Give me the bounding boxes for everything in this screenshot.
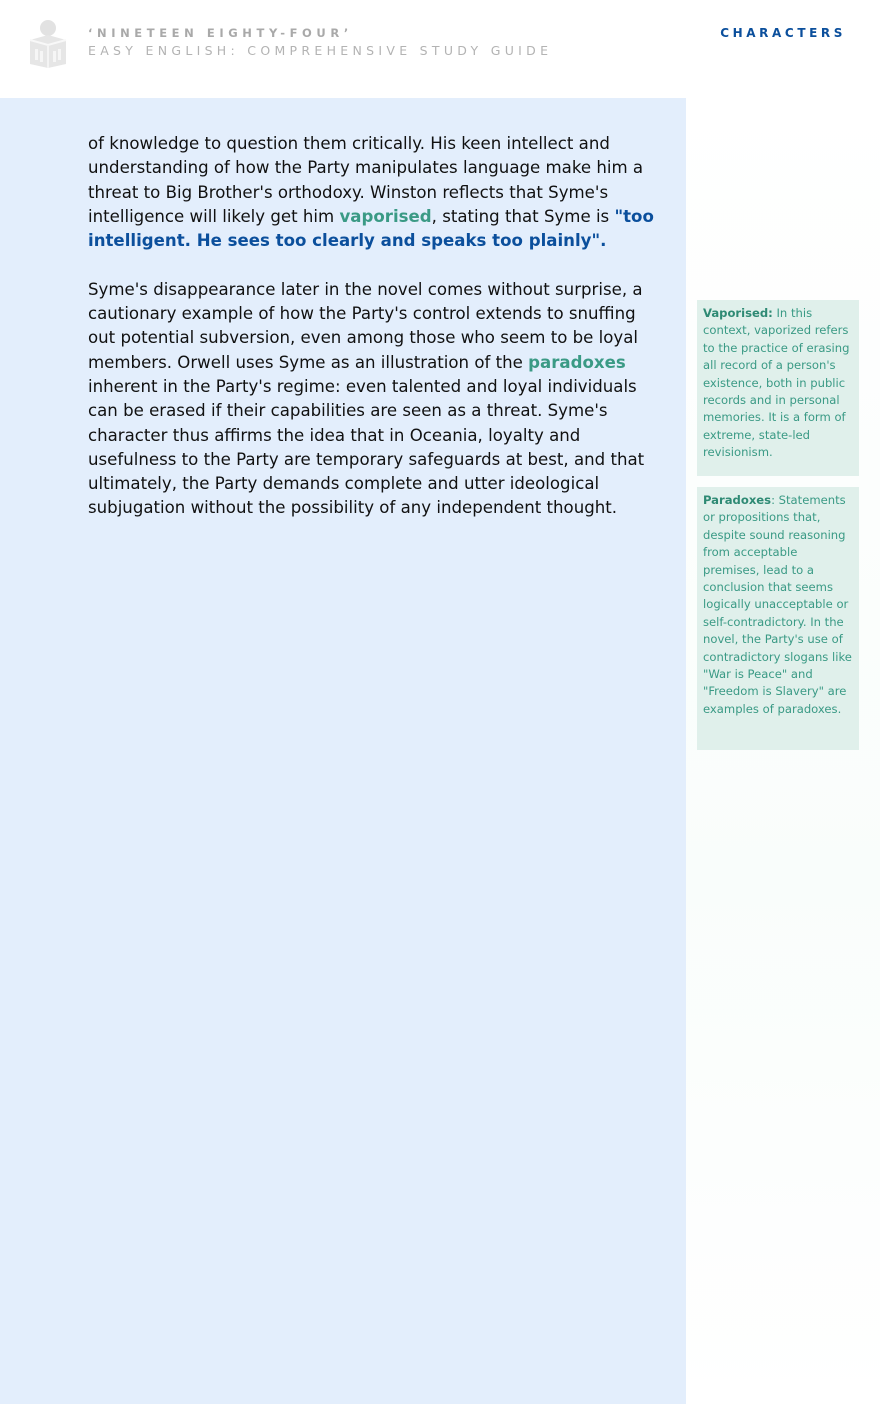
paragraph-text: of knowledge to question them critically. His keen intellect and understanding of how the Party manipulates language make him a threat to Big Brother's orthodoxy. Winston reflects that Syme's intelligence will likely get him bbox=[88, 134, 644, 226]
paragraph bbox=[88, 278, 654, 521]
body-text bbox=[88, 132, 654, 545]
glossary-term-label: Vaporised: bbox=[703, 306, 773, 320]
glossary-definition: In this context, vaporized refers to the practice of erasing all record of a person's existence, both in public records and in personal memories. It is a form of extreme, state-led revisionism. bbox=[703, 306, 850, 460]
glossary-term-paradoxes: paradoxes bbox=[528, 352, 626, 372]
glossary-sidebar bbox=[686, 98, 880, 1404]
glossary-term-label: Paradoxes bbox=[703, 493, 772, 507]
page-header bbox=[0, 0, 880, 98]
paragraph-text: inherent in the Party's regime: even talented and loyal individuals can be erased if their capabilities are seen as a threat. Syme's character thus affirms the idea that in Oceania, loyalty and usefulness to the Party are temporary safeguards at best, and that ultimately, the Party demands complete and utter ideological subjugation without the possibility of any independent thought. bbox=[88, 376, 645, 518]
book-title: ‘NINETEEN EIGHTY-FOUR’ bbox=[88, 26, 353, 40]
section-label: CHARACTERS bbox=[720, 26, 846, 40]
paragraph-text: , stating that Syme is bbox=[431, 206, 615, 226]
quotation: "too intelligent. He sees too clearly and speaks too plainly". bbox=[88, 206, 654, 251]
paragraph-text: Syme's disappearance later in the novel comes without surprise, a cautionary example of how the Party's control extends to snuffing out potential subversion, even among those who seem to be loyal members. Orwell uses Syme as an illustration of the bbox=[88, 279, 643, 372]
guide-subtitle: EASY ENGLISH: COMPREHENSIVE STUDY GUIDE bbox=[88, 43, 553, 58]
open-book-reader-icon bbox=[26, 18, 70, 70]
glossary-definition: : Statements or propositions that, despite sound reasoning from acceptable premises, lead to a conclusion that seems logically unacceptable or self-contradictory. In the novel, the Party's use of contradictory slogans like "War is Peace" and "Freedom is Slavery" are examples of paradoxes. bbox=[703, 493, 852, 716]
paragraph bbox=[88, 132, 654, 253]
glossary-term-vaporised: vaporised bbox=[339, 206, 432, 226]
glossary-box-vaporised bbox=[697, 300, 859, 476]
glossary-box-paradoxes bbox=[697, 487, 859, 750]
main-content bbox=[0, 98, 686, 1404]
